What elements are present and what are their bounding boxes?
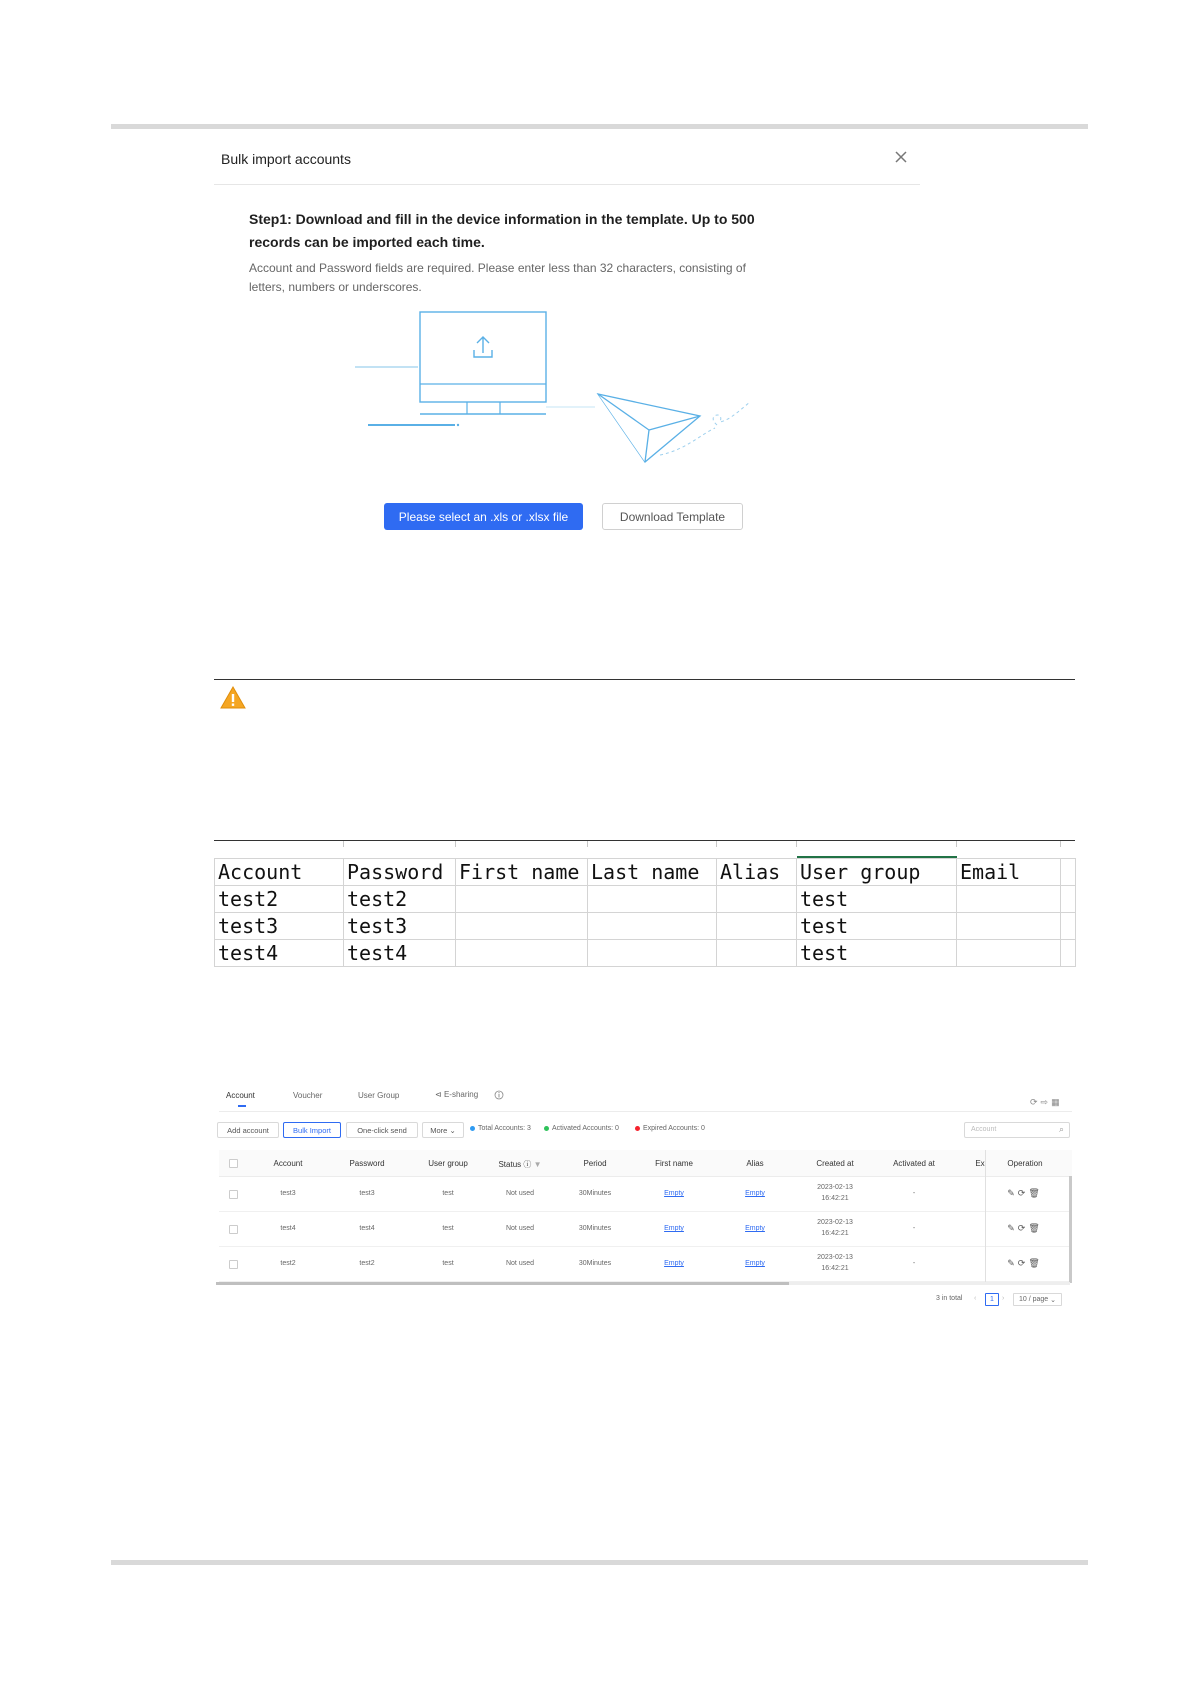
- cell-period: 30Minutes: [578, 1225, 612, 1232]
- search-placeholder: Account: [971, 1126, 997, 1133]
- sheet-cell[interactable]: test2: [215, 886, 344, 913]
- column-header: User group: [428, 1159, 468, 1168]
- cell-password: test2: [359, 1260, 375, 1267]
- row-checkbox[interactable]: [229, 1260, 238, 1269]
- cell-status: Not used: [505, 1260, 535, 1267]
- cell-password: test4: [359, 1225, 375, 1232]
- spreadsheet: [214, 858, 1076, 967]
- status-dot-icon: [635, 1126, 640, 1131]
- column-header-divider: [343, 841, 344, 847]
- table-header: [219, 1150, 1072, 1177]
- cell-status: Not used: [505, 1190, 535, 1197]
- sheet-cell[interactable]: Account: [215, 859, 344, 886]
- sheet-cell[interactable]: Last name: [588, 859, 717, 886]
- cell-user-group: test: [442, 1260, 454, 1267]
- sheet-cell[interactable]: [957, 913, 1061, 940]
- header-rule: [111, 124, 1088, 129]
- sheet-cell[interactable]: test3: [215, 913, 344, 940]
- reset-icon[interactable]: ⟳: [1017, 1223, 1029, 1233]
- row-operations: [1007, 1223, 1043, 1233]
- sheet-cell[interactable]: [957, 940, 1061, 967]
- edit-icon[interactable]: ✎: [1007, 1223, 1018, 1233]
- field-requirements-note: Account and Password fields are required. Please enter less than 32 characters, consisting of letters, numbers or underscores.: [249, 261, 746, 294]
- select-file-button[interactable]: Please select an .xls or .xlsx file: [384, 503, 583, 530]
- status-dot-icon: [544, 1126, 549, 1131]
- cell-created-date: 2023-02-13: [817, 1184, 853, 1191]
- column-header: Account: [273, 1159, 303, 1168]
- share-icon: ⊲: [435, 1090, 442, 1099]
- sheet-cell[interactable]: test4: [215, 940, 344, 967]
- edit-icon[interactable]: ✎: [1007, 1258, 1018, 1268]
- cell-alias-link[interactable]: Empty: [745, 1225, 765, 1232]
- cell-created-time: 16:42:21: [821, 1230, 849, 1237]
- activated-accounts-stat: [544, 1125, 619, 1132]
- table-row: [219, 1176, 1072, 1212]
- cell-created-date: 2023-02-13: [817, 1219, 853, 1226]
- sheet-cell[interactable]: Email: [957, 859, 1061, 886]
- column-header: Status: [498, 1160, 522, 1169]
- sheet-cell[interactable]: First name: [456, 859, 588, 886]
- column-header: Created at: [816, 1159, 854, 1168]
- sheet-cell[interactable]: [1061, 940, 1076, 967]
- active-tab-indicator: [238, 1105, 246, 1107]
- cell-first-name-link[interactable]: Empty: [664, 1260, 684, 1267]
- expired-accounts-label: Expired Accounts: 0: [643, 1125, 705, 1132]
- cell-created-date: 2023-02-13: [817, 1254, 853, 1261]
- sheet-cell[interactable]: test3: [344, 913, 456, 940]
- sheet-cell[interactable]: [588, 886, 717, 913]
- page-number-button[interactable]: 1: [985, 1293, 999, 1306]
- column-header: Period: [583, 1159, 607, 1168]
- sheet-cell[interactable]: test2: [344, 886, 456, 913]
- column-header: Ex: [975, 1159, 985, 1168]
- cell-user-group: test: [442, 1190, 454, 1197]
- tab-user-group[interactable]: User Group: [358, 1091, 400, 1100]
- delete-icon[interactable]: 🗑: [1028, 1188, 1043, 1198]
- warning-rule: [214, 679, 1075, 680]
- sheet-cell[interactable]: User group: [797, 859, 957, 886]
- sheet-cell[interactable]: test: [797, 913, 957, 940]
- chevron-down-icon: ⌄: [1050, 1296, 1057, 1304]
- sheet-cell[interactable]: [588, 940, 717, 967]
- column-header-divider: [1060, 841, 1061, 847]
- column-header-divider: [455, 841, 456, 847]
- cell-activated-at: -: [912, 1190, 916, 1197]
- cell-period: 30Minutes: [578, 1190, 612, 1197]
- page-size-select[interactable]: [1013, 1293, 1062, 1306]
- sheet-cell[interactable]: [456, 940, 588, 967]
- sheet-cell[interactable]: [717, 886, 797, 913]
- reset-icon[interactable]: ⟳: [1017, 1188, 1029, 1198]
- spreadsheet-row: [215, 940, 1076, 967]
- cell-account: test4: [280, 1225, 296, 1232]
- activated-accounts-label: Activated Accounts: 0: [552, 1125, 619, 1132]
- cell-status: Not used: [505, 1225, 535, 1232]
- column-header-divider: [956, 841, 957, 847]
- row-checkbox[interactable]: [229, 1225, 238, 1234]
- step1-instruction: Step1: Download and fill in the device information in the template. Up to 500 records can be imported each time.: [249, 211, 755, 250]
- horizontal-scrollbar[interactable]: [216, 1282, 789, 1285]
- more-dropdown[interactable]: [422, 1122, 464, 1138]
- sheet-cell[interactable]: [588, 913, 717, 940]
- sheet-cell[interactable]: [1061, 913, 1076, 940]
- cell-first-name-link[interactable]: Empty: [664, 1225, 684, 1232]
- row-operations: [1007, 1188, 1043, 1198]
- info-icon[interactable]: [494, 1090, 504, 1100]
- delete-icon[interactable]: 🗑: [1028, 1223, 1043, 1233]
- tab-voucher[interactable]: Voucher: [293, 1091, 323, 1100]
- column-header: First name: [655, 1159, 693, 1168]
- sheet-cell[interactable]: [456, 886, 588, 913]
- more-label: More: [430, 1125, 448, 1135]
- spreadsheet-row: [215, 913, 1076, 940]
- cell-account: test3: [280, 1190, 296, 1197]
- page-size-label: 10 / page: [1018, 1296, 1049, 1303]
- info-icon: ⓘ: [523, 1160, 532, 1169]
- one-click-send-button[interactable]: One-click send: [346, 1122, 418, 1138]
- dialog-title: Bulk import accounts: [221, 151, 351, 167]
- cell-account: test2: [280, 1260, 296, 1267]
- cell-created-time: 16:42:21: [821, 1195, 849, 1202]
- column-header-status: [498, 1159, 541, 1170]
- table-row: [219, 1211, 1072, 1247]
- row-checkbox[interactable]: [229, 1190, 238, 1199]
- column-header-divider: [796, 841, 797, 847]
- total-accounts-stat: [470, 1125, 531, 1132]
- row-operations: [1007, 1258, 1043, 1268]
- sheet-cell[interactable]: [1061, 886, 1076, 913]
- export-icon[interactable]: ⇨: [1040, 1097, 1052, 1107]
- cell-password: test3: [359, 1190, 375, 1197]
- sheet-cell[interactable]: [957, 886, 1061, 913]
- cell-first-name-link[interactable]: Empty: [664, 1190, 684, 1197]
- sheet-cell[interactable]: Password: [344, 859, 456, 886]
- sheet-cell[interactable]: [1061, 859, 1076, 886]
- reset-icon[interactable]: ⟳: [1017, 1258, 1029, 1268]
- refresh-icon[interactable]: ⟳: [1030, 1097, 1041, 1107]
- fixed-column-divider: [985, 1150, 986, 1283]
- delete-icon[interactable]: 🗑: [1028, 1258, 1043, 1268]
- warning-icon: [220, 686, 246, 710]
- account-search-input[interactable]: [964, 1122, 1070, 1138]
- cell-created-time: 16:42:21: [821, 1265, 849, 1272]
- column-header-divider: [716, 841, 717, 847]
- dialog-divider: [214, 184, 920, 185]
- cell-activated-at: -: [912, 1225, 916, 1232]
- column-header: Operation: [1007, 1159, 1043, 1168]
- total-accounts-label: Total Accounts: 3: [478, 1125, 531, 1132]
- select-all-checkbox[interactable]: [229, 1159, 238, 1168]
- column-header: Password: [349, 1159, 385, 1168]
- cell-alias-link[interactable]: Empty: [745, 1190, 765, 1197]
- footer-rule: [111, 1560, 1088, 1565]
- vertical-scrollbar[interactable]: [1069, 1176, 1072, 1283]
- sheet-cell[interactable]: [456, 913, 588, 940]
- sheet-cell[interactable]: Alias: [717, 859, 797, 886]
- bulk-import-button[interactable]: Bulk Import: [283, 1122, 341, 1138]
- close-icon[interactable]: [893, 149, 909, 165]
- sheet-cell[interactable]: [717, 940, 797, 967]
- pagination-total: 3 in total: [936, 1295, 963, 1302]
- sheet-cell[interactable]: [717, 913, 797, 940]
- search-icon: ⌕: [1058, 1124, 1064, 1134]
- status-dot-icon: [470, 1126, 475, 1131]
- prev-page-icon[interactable]: ‹: [974, 1295, 977, 1302]
- download-template-button[interactable]: Download Template: [602, 503, 743, 530]
- tab-e-sharing-label: E-sharing: [443, 1090, 479, 1099]
- sheet-cell[interactable]: test: [797, 940, 957, 967]
- filter-icon[interactable]: ▼: [533, 1160, 542, 1169]
- table-row: [219, 1246, 1072, 1282]
- column-header-divider: [587, 841, 588, 847]
- edit-icon[interactable]: ✎: [1007, 1188, 1018, 1198]
- chevron-down-icon: ⌄: [449, 1125, 456, 1135]
- tabs-divider: [219, 1111, 1072, 1112]
- cell-user-group: test: [442, 1225, 454, 1232]
- spreadsheet-header-row: [215, 859, 1076, 886]
- column-header: Alias: [746, 1159, 764, 1168]
- next-page-icon[interactable]: ›: [1002, 1295, 1005, 1302]
- cell-activated-at: -: [912, 1260, 916, 1267]
- column-header: Activated at: [893, 1159, 935, 1168]
- tab-account[interactable]: Account: [226, 1091, 255, 1100]
- add-account-button[interactable]: Add account: [217, 1122, 279, 1138]
- sheet-cell[interactable]: test: [797, 886, 957, 913]
- spreadsheet-row: [215, 886, 1076, 913]
- toolbar-icons: [1030, 1097, 1063, 1108]
- expired-accounts-stat: [635, 1125, 705, 1132]
- tab-e-sharing[interactable]: [435, 1090, 478, 1099]
- column-settings-icon[interactable]: ▦: [1051, 1097, 1063, 1107]
- upload-illustration: [355, 310, 775, 470]
- cell-period: 30Minutes: [578, 1260, 612, 1267]
- cell-alias-link[interactable]: Empty: [745, 1260, 765, 1267]
- sheet-cell[interactable]: test4: [344, 940, 456, 967]
